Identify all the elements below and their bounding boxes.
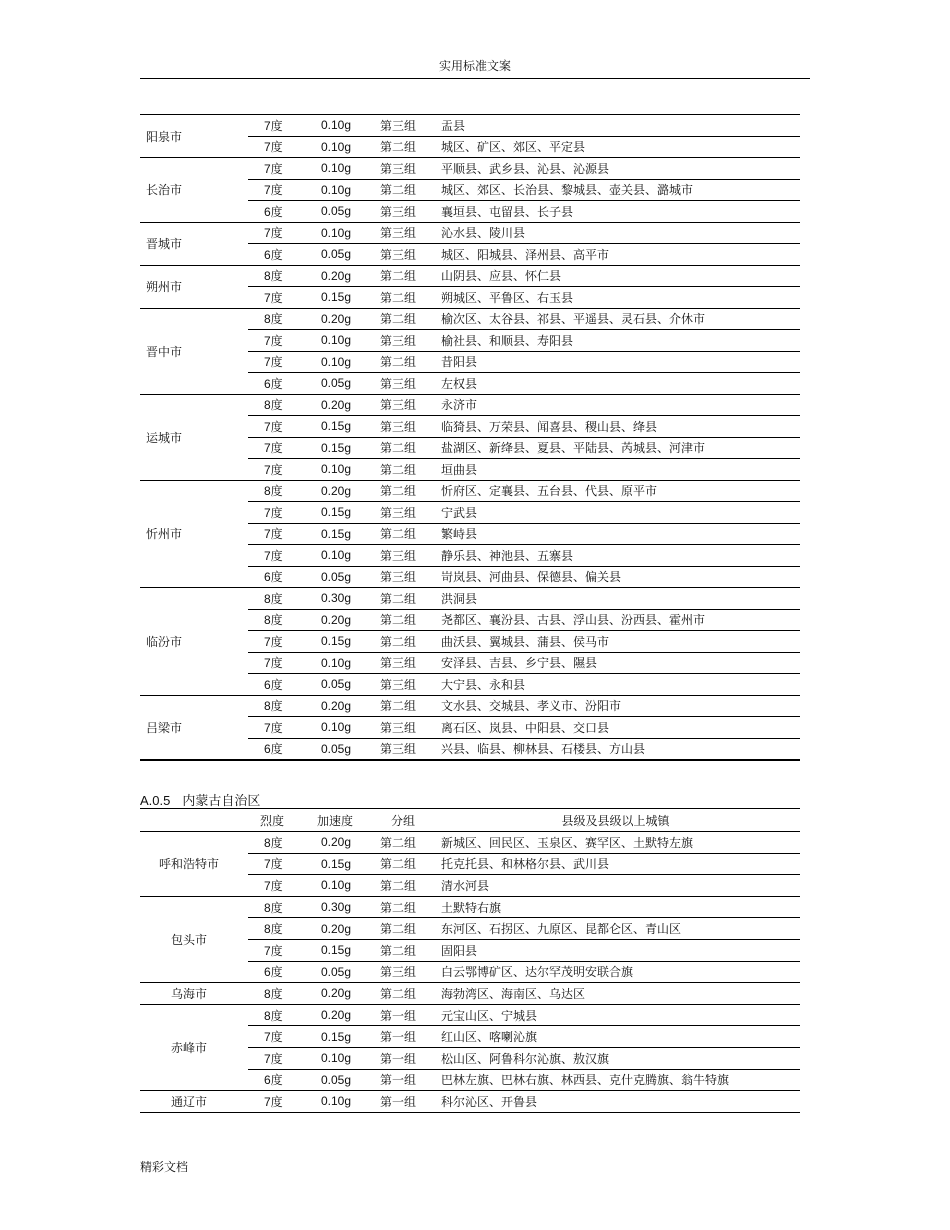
counties-cell: 托克托县、和林格尔县、武川县: [431, 853, 800, 875]
acceleration-cell: 0.30g: [295, 588, 369, 610]
group-cell: 第二组: [369, 896, 431, 918]
counties-cell: 海勃湾区、海南区、乌达区: [431, 983, 800, 1005]
group-cell: 第一组: [369, 1026, 431, 1048]
intensity-cell: 7度: [248, 416, 295, 438]
acceleration-cell: 0.10g: [295, 222, 369, 244]
acceleration-cell: 0.10g: [295, 1047, 369, 1069]
section-heading: [140, 790, 260, 809]
intensity-cell: 7度: [248, 1026, 295, 1048]
acceleration-cell: 0.20g: [295, 1004, 369, 1026]
intensity-cell: 7度: [248, 459, 295, 481]
intensity-cell: 6度: [248, 244, 295, 266]
group-cell: 第三组: [369, 158, 431, 180]
intensity-cell: 8度: [248, 609, 295, 631]
acceleration-cell: 0.10g: [295, 179, 369, 201]
counties-cell: 沁水县、陵川县: [431, 222, 800, 244]
group-cell: 第三组: [369, 373, 431, 395]
group-cell: 第二组: [369, 832, 431, 854]
header-city: [140, 809, 248, 832]
counties-cell: 土默特右旗: [431, 896, 800, 918]
intensity-cell: 7度: [248, 437, 295, 459]
intensity-cell: 8度: [248, 394, 295, 416]
acceleration-cell: 0.10g: [295, 351, 369, 373]
group-cell: 第二组: [369, 308, 431, 330]
intensity-cell: 7度: [248, 717, 295, 739]
acceleration-cell: 0.10g: [295, 330, 369, 352]
group-cell: 第二组: [369, 437, 431, 459]
intensity-cell: 6度: [248, 1069, 295, 1091]
intensity-cell: 6度: [248, 738, 295, 760]
city-cell: 通辽市: [140, 1091, 248, 1113]
group-cell: 第三组: [369, 416, 431, 438]
counties-cell: 垣曲县: [431, 459, 800, 481]
acceleration-cell: 0.05g: [295, 373, 369, 395]
group-cell: 第一组: [369, 1004, 431, 1026]
counties-cell: 固阳县: [431, 939, 800, 961]
counties-cell: 清水河县: [431, 875, 800, 897]
intensity-cell: 8度: [248, 896, 295, 918]
acceleration-cell: 0.20g: [295, 983, 369, 1005]
intensity-cell: 8度: [248, 588, 295, 610]
intensity-cell: 6度: [248, 201, 295, 223]
acceleration-cell: 0.10g: [295, 459, 369, 481]
group-cell: 第三组: [369, 201, 431, 223]
acceleration-cell: 0.05g: [295, 244, 369, 266]
acceleration-cell: 0.20g: [295, 480, 369, 502]
counties-cell: 离石区、岚县、中阳县、交口县: [431, 717, 800, 739]
counties-cell: 城区、矿区、郊区、平定县: [431, 136, 800, 158]
acceleration-cell: 0.15g: [295, 853, 369, 875]
counties-cell: 洪洞县: [431, 588, 800, 610]
city-cell: 晋城市: [140, 222, 248, 265]
intensity-cell: 8度: [248, 832, 295, 854]
group-cell: 第三组: [369, 244, 431, 266]
city-cell: 包头市: [140, 896, 248, 982]
acceleration-cell: 0.10g: [295, 875, 369, 897]
counties-cell: 静乐县、神池县、五寨县: [431, 545, 800, 567]
counties-cell: 榆次区、太谷县、祁县、平遥县、灵石县、介休市: [431, 308, 800, 330]
acceleration-cell: 0.10g: [295, 136, 369, 158]
intensity-cell: 7度: [248, 939, 295, 961]
counties-cell: 安泽县、吉县、乡宁县、隰县: [431, 652, 800, 674]
intensity-cell: 7度: [248, 875, 295, 897]
group-cell: 第二组: [369, 459, 431, 481]
intensity-cell: 7度: [248, 523, 295, 545]
intensity-cell: 8度: [248, 983, 295, 1005]
intensity-cell: 6度: [248, 566, 295, 588]
group-cell: 第三组: [369, 961, 431, 983]
city-cell: 吕梁市: [140, 695, 248, 760]
group-cell: 第三组: [380, 118, 417, 133]
group-cell: 第二组: [369, 983, 431, 1005]
header-group: 分组: [369, 809, 431, 832]
acceleration-cell: 0.05g: [295, 738, 369, 760]
city-cell: 晋中市: [140, 308, 248, 394]
intensity-cell: 7度: [248, 179, 295, 201]
group-cell: 第三组: [369, 566, 431, 588]
table-header-row: [140, 809, 800, 832]
counties-cell: 兴县、临县、柳林县、石楼县、方山县: [431, 738, 800, 760]
group-cell: 第二组: [369, 631, 431, 653]
counties-cell: 城区、阳城县、泽州县、高平市: [431, 244, 800, 266]
table-row: [140, 222, 800, 244]
intensity-cell: 8度: [248, 918, 295, 940]
acceleration-cell: 0.15g: [295, 287, 369, 309]
counties-cell: 永济市: [431, 394, 800, 416]
intensity-cell: 7度: [248, 330, 295, 352]
acceleration-cell: 0.15g: [295, 631, 369, 653]
intensity-cell: 8度: [248, 1004, 295, 1026]
counties-cell: 盂县: [441, 118, 466, 133]
counties-cell: 临猗县、万荣县、闻喜县、稷山县、绛县: [431, 416, 800, 438]
intensity-cell: 7度: [248, 631, 295, 653]
acceleration-cell: 0.15g: [295, 1026, 369, 1048]
counties-cell: 松山区、阿鲁科尔沁旗、敖汉旗: [431, 1047, 800, 1069]
counties-cell: 宁武县: [431, 502, 800, 524]
table-row: [140, 588, 800, 610]
group-cell: 第二组: [369, 875, 431, 897]
counties-cell: 繁峙县: [431, 523, 800, 545]
group-cell: 第二组: [369, 136, 431, 158]
counties-cell: 襄垣县、屯留县、长子县: [431, 201, 800, 223]
group-cell: 第三组: [369, 674, 431, 696]
acceleration-cell: 0.20g: [295, 609, 369, 631]
group-cell: 第三组: [369, 502, 431, 524]
acceleration-cell: 0.20g: [295, 265, 369, 287]
group-cell: 第二组: [369, 351, 431, 373]
city-cell: 临汾市: [140, 588, 248, 696]
counties-cell: 东河区、石拐区、九原区、昆都仑区、青山区: [431, 918, 800, 940]
group-cell: 第二组: [369, 609, 431, 631]
group-cell: 第三组: [369, 717, 431, 739]
acceleration-cell: 0.20g: [295, 695, 369, 717]
intensity-cell: 7度: [248, 502, 295, 524]
group-cell: 第二组: [369, 179, 431, 201]
acceleration-cell: 0.05g: [295, 1069, 369, 1091]
table-row: [140, 265, 800, 287]
section-number: A.0.5: [140, 793, 171, 808]
counties-cell: 文水县、交城县、孝义市、汾阳市: [431, 695, 800, 717]
counties-cell: 大宁县、永和县: [431, 674, 800, 696]
intensity-cell: 6度: [248, 373, 295, 395]
table-row: [140, 115, 800, 137]
group-cell: 第二组: [369, 523, 431, 545]
group-cell: 第三组: [369, 652, 431, 674]
acceleration-cell: 0.10g: [321, 118, 352, 133]
intensity-cell: 8度: [248, 480, 295, 502]
group-cell: 第二组: [369, 588, 431, 610]
table-row: [140, 983, 800, 1005]
counties-cell: 榆社县、和顺县、寿阳县: [431, 330, 800, 352]
intensity-cell: 7度: [248, 287, 295, 309]
intensity-cell: 8度: [248, 265, 295, 287]
intensity-cell: 7度: [248, 652, 295, 674]
intensity-cell: 7度: [248, 1047, 295, 1069]
counties-cell: 白云鄂博矿区、达尔罕茂明安联合旗: [431, 961, 800, 983]
acceleration-cell: 0.20g: [295, 308, 369, 330]
counties-cell: 尧都区、襄汾县、古县、浮山县、汾西县、霍州市: [431, 609, 800, 631]
acceleration-cell: 0.10g: [295, 717, 369, 739]
intensity-cell: 7度: [248, 351, 295, 373]
group-cell: 第二组: [369, 480, 431, 502]
acceleration-cell: 0.10g: [295, 1091, 369, 1113]
intensity-cell: 7度: [264, 118, 283, 133]
acceleration-cell: 0.15g: [295, 939, 369, 961]
acceleration-cell: 0.20g: [295, 394, 369, 416]
table-row: [140, 394, 800, 416]
group-cell: 第二组: [369, 265, 431, 287]
header-intensity: 烈度: [248, 809, 295, 832]
group-cell: 第一组: [369, 1047, 431, 1069]
group-cell: 第一组: [369, 1069, 431, 1091]
intensity-cell: 7度: [248, 545, 295, 567]
acceleration-cell: 0.15g: [295, 437, 369, 459]
table-row: [140, 896, 800, 918]
counties-cell: 元宝山区、宁城县: [431, 1004, 800, 1026]
header-counties: 县级及县级以上城镇: [431, 809, 800, 832]
seismic-table-shanxi: [140, 114, 800, 761]
counties-cell: 忻府区、定襄县、五台县、代县、原平市: [431, 480, 800, 502]
acceleration-cell: 0.05g: [295, 961, 369, 983]
city-cell: 赤峰市: [140, 1004, 248, 1090]
city-cell: 呼和浩特市: [140, 832, 248, 897]
intensity-cell: 6度: [248, 961, 295, 983]
group-cell: 第三组: [369, 738, 431, 760]
city-cell: 运城市: [140, 394, 248, 480]
counties-cell: 红山区、喀喇沁旗: [431, 1026, 800, 1048]
counties-cell: 左权县: [431, 373, 800, 395]
counties-cell: 山阴县、应县、怀仁县: [431, 265, 800, 287]
group-cell: 第三组: [369, 330, 431, 352]
header-acceleration: 加速度: [295, 809, 369, 832]
table-row: [140, 1091, 800, 1113]
group-cell: 第一组: [369, 1091, 431, 1113]
intensity-cell: 7度: [248, 853, 295, 875]
group-cell: 第二组: [369, 939, 431, 961]
intensity-cell: 6度: [248, 674, 295, 696]
counties-cell: 盐湖区、新绛县、夏县、平陆县、芮城县、河津市: [431, 437, 800, 459]
intensity-cell: 8度: [248, 308, 295, 330]
header-divider: [140, 78, 810, 79]
table-row: [140, 695, 800, 717]
city-cell: 忻州市: [140, 480, 248, 588]
city-cell: 阳泉市: [146, 129, 183, 144]
intensity-cell: 7度: [248, 1091, 295, 1113]
city-cell: 乌海市: [140, 983, 248, 1005]
acceleration-cell: 0.20g: [295, 832, 369, 854]
acceleration-cell: 0.15g: [295, 416, 369, 438]
intensity-cell: 7度: [248, 158, 295, 180]
acceleration-cell: 0.10g: [295, 545, 369, 567]
table-row: [140, 308, 800, 330]
table-row: [140, 832, 800, 854]
counties-cell: 朔城区、平鲁区、右玉县: [431, 287, 800, 309]
acceleration-cell: 0.05g: [295, 674, 369, 696]
counties-cell: 曲沃县、翼城县、蒲县、侯马市: [431, 631, 800, 653]
group-cell: 第二组: [369, 853, 431, 875]
group-cell: 第二组: [369, 287, 431, 309]
counties-cell: 昔阳县: [431, 351, 800, 373]
group-cell: 第二组: [369, 695, 431, 717]
acceleration-cell: 0.05g: [295, 201, 369, 223]
acceleration-cell: 0.30g: [295, 896, 369, 918]
seismic-table-inner-mongolia: [140, 808, 800, 1113]
acceleration-cell: 0.10g: [295, 158, 369, 180]
acceleration-cell: 0.10g: [295, 652, 369, 674]
counties-cell: 巴林左旗、巴林右旗、林西县、克什克腾旗、翁牛特旗: [431, 1069, 800, 1091]
counties-cell: 岢岚县、河曲县、保德县、偏关县: [431, 566, 800, 588]
group-cell: 第三组: [369, 545, 431, 567]
intensity-cell: 7度: [248, 222, 295, 244]
counties-cell: 新城区、回民区、玉泉区、赛罕区、土默特左旗: [431, 832, 800, 854]
table-row: [140, 1004, 800, 1026]
page-header-title: 实用标准文案: [438, 59, 511, 73]
acceleration-cell: 0.05g: [295, 566, 369, 588]
table-row: [140, 480, 800, 502]
intensity-cell: 8度: [248, 695, 295, 717]
page-footer-text: 精彩文档: [140, 1160, 189, 1174]
intensity-cell: 7度: [248, 136, 295, 158]
group-cell: 第三组: [369, 394, 431, 416]
table-row: [140, 158, 800, 180]
group-cell: 第三组: [369, 222, 431, 244]
acceleration-cell: 0.20g: [295, 918, 369, 940]
section-title: 内蒙古自治区: [182, 794, 261, 809]
counties-cell: 平顺县、武乡县、沁县、沁源县: [431, 158, 800, 180]
counties-cell: 城区、郊区、长治县、黎城县、壶关县、潞城市: [431, 179, 800, 201]
group-cell: 第二组: [369, 918, 431, 940]
acceleration-cell: 0.15g: [295, 523, 369, 545]
acceleration-cell: 0.15g: [295, 502, 369, 524]
city-cell: 长治市: [140, 158, 248, 223]
counties-cell: 科尔沁区、开鲁县: [431, 1091, 800, 1113]
city-cell: 朔州市: [140, 265, 248, 308]
